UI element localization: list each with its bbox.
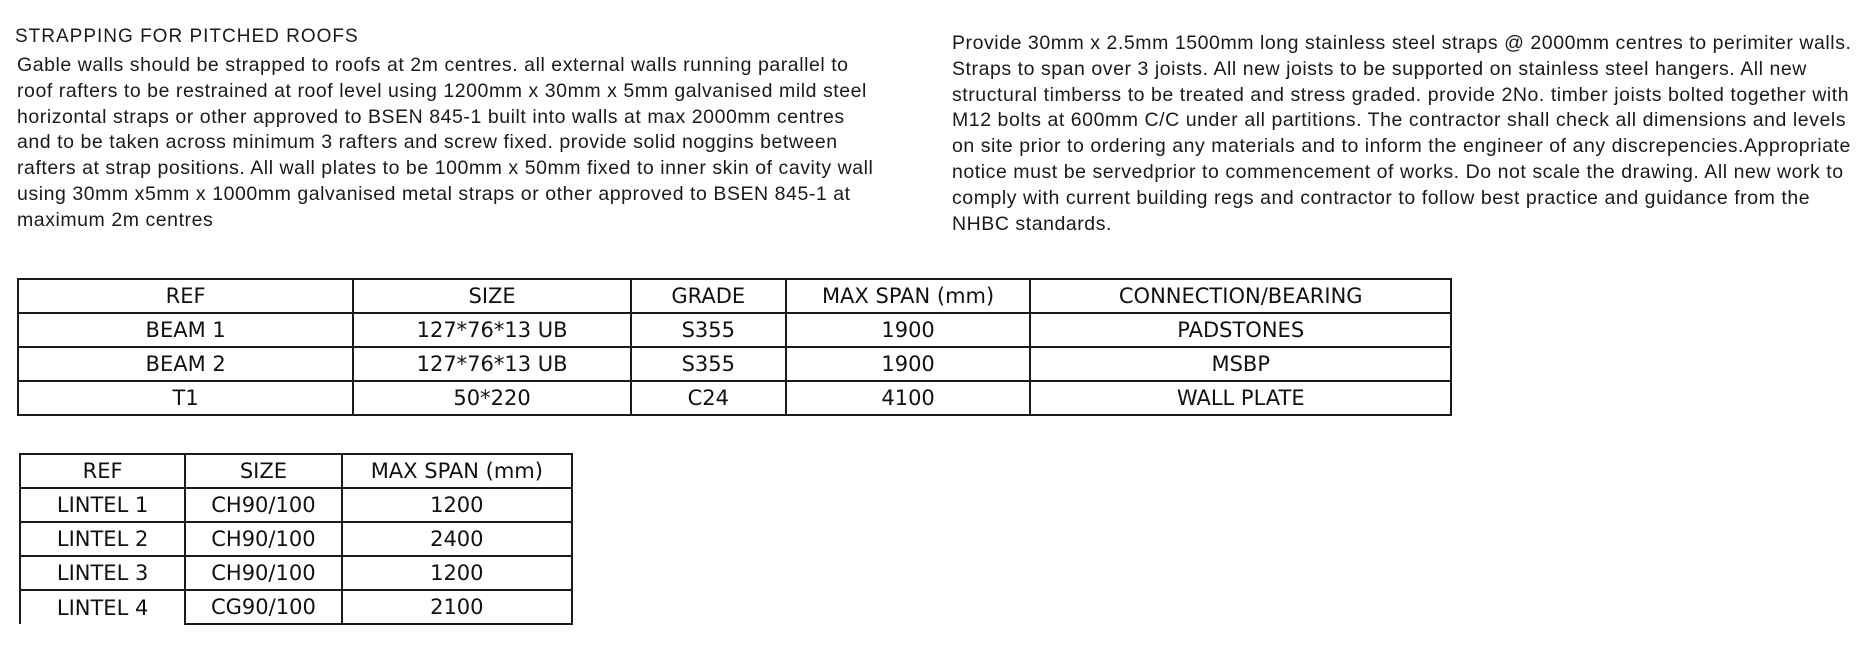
cell-connection: WALL PLATE <box>1030 381 1451 415</box>
cell-ref: BEAM 2 <box>18 347 353 381</box>
general-notes-paragraph: Provide 30mm x 2.5mm 1500mm long stainless steel straps @ 2000mm centres to perimiter walls. Straps to span over 3 joists. All new joists to be supported on stainless steel hangers. All new structural timberss to be treated and stress graded. provide 2No. timber joists bolted together with M12 bolts at 600mm C/C under all partitions. The contractor shall check all dimensions and levels on site prior to ordering any materials and to inform the engineer of any discrepencies.Appropriate notice must be servedprior to commencement of works. Do not scale the drawing. All new work to comply with current building regs and contractor to follow best practice and guidance from the NHBC standards. <box>952 32 1852 235</box>
cell-size: 127*76*13 UB <box>353 347 631 381</box>
cell-ref: LINTEL 3 <box>20 556 185 590</box>
cell-max-span: 1900 <box>786 313 1031 347</box>
beam-schedule-table <box>17 278 1452 416</box>
header-size: SIZE <box>185 454 341 488</box>
cell-max-span: 2100 <box>342 590 572 624</box>
cell-size: CH90/100 <box>185 556 341 590</box>
cell-ref: LINTEL 1 <box>20 488 185 522</box>
lintel-schedule-table <box>19 453 573 625</box>
header-ref: REF <box>20 454 185 488</box>
cell-grade: C24 <box>631 381 786 415</box>
cell-size: CH90/100 <box>185 488 341 522</box>
cell-max-span: 2400 <box>342 522 572 556</box>
cell-connection: MSBP <box>1030 347 1451 381</box>
cell-grade: S355 <box>631 347 786 381</box>
table-row <box>20 522 572 556</box>
cell-ref: T1 <box>18 381 353 415</box>
cell-ref: LINTEL 4 <box>20 590 185 624</box>
table-row <box>20 488 572 522</box>
cell-size: CG90/100 <box>185 590 341 624</box>
table-row <box>18 347 1451 381</box>
header-max-span: MAX SPAN (mm) <box>342 454 572 488</box>
table-row <box>20 590 572 624</box>
notes-heading: STRAPPING FOR PITCHED ROOFS <box>15 26 359 47</box>
cell-ref: LINTEL 2 <box>20 522 185 556</box>
cell-max-span: 1900 <box>786 347 1031 381</box>
header-connection-bearing: CONNECTION/BEARING <box>1030 279 1451 313</box>
table-row <box>20 556 572 590</box>
strapping-notes-paragraph: Gable walls should be strapped to roofs at 2m centres. all external walls running parallel to roof rafters to be restrained at roof level using 1200mm x 30mm x 5mm galvanised mild steel horizontal straps or other approved to BSEN 845-1 built into walls at max 2000mm centres and to be taken across minimum 3 rafters and screw fixed. provide solid noggins between rafters at strap positions. All wall plates to be 100mm x 50mm fixed to inner skin of cavity wall using 30mm x5mm x 1000mm galvanised metal straps or other approved to BSEN 845-1 at maximum 2m centres <box>17 54 874 231</box>
header-size: SIZE <box>353 279 631 313</box>
cell-size: 50*220 <box>353 381 631 415</box>
header-grade: GRADE <box>631 279 786 313</box>
table-row <box>18 313 1451 347</box>
cell-ref: BEAM 1 <box>18 313 353 347</box>
table-header-row <box>20 454 572 488</box>
cell-size: 127*76*13 UB <box>353 313 631 347</box>
header-ref: REF <box>18 279 353 313</box>
table-row <box>18 381 1451 415</box>
cell-grade: S355 <box>631 313 786 347</box>
cell-size: CH90/100 <box>185 522 341 556</box>
cell-connection: PADSTONES <box>1030 313 1451 347</box>
cell-max-span: 1200 <box>342 556 572 590</box>
cell-max-span: 4100 <box>786 381 1031 415</box>
table-header-row <box>18 279 1451 313</box>
header-max-span: MAX SPAN (mm) <box>786 279 1031 313</box>
cell-max-span: 1200 <box>342 488 572 522</box>
